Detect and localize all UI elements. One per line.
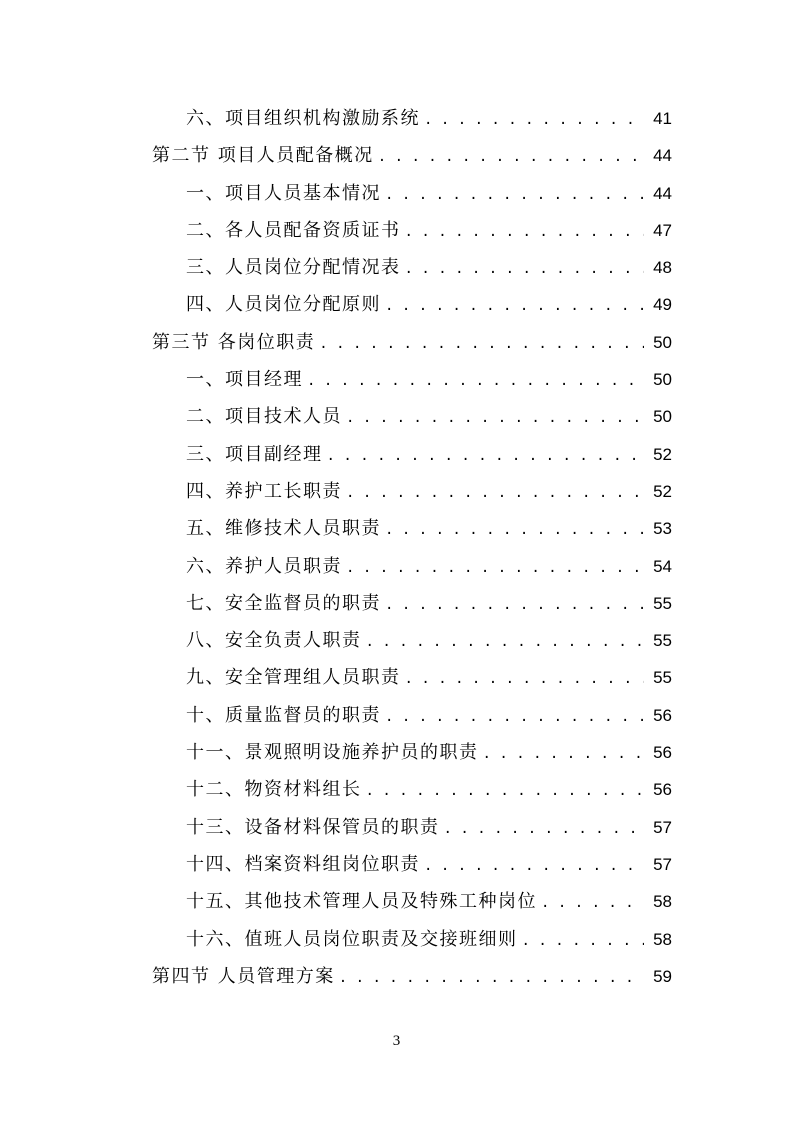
toc-dot-leader bbox=[346, 550, 644, 587]
toc-entry-title: 十四、档案资料组岗位职责 bbox=[186, 853, 420, 875]
toc-dot-leader bbox=[385, 177, 644, 214]
toc-entry-title: 十二、物资材料组长 bbox=[186, 779, 362, 801]
toc-dot-leader bbox=[522, 923, 645, 960]
toc-entry-title: 三、项目副经理 bbox=[186, 443, 323, 465]
toc-entry-page: 44 bbox=[653, 146, 672, 166]
toc-entry[interactable] bbox=[152, 436, 672, 473]
toc-entry[interactable] bbox=[152, 883, 672, 920]
toc-entry-page: 59 bbox=[653, 966, 672, 986]
toc-entry[interactable] bbox=[152, 809, 672, 846]
toc-entry-page: 54 bbox=[653, 556, 672, 576]
toc-entry-page: 50 bbox=[653, 407, 672, 427]
toc-entry-title: 一、项目人员基本情况 bbox=[186, 182, 381, 204]
toc-entry-title: 十三、设备材料保管员的职责 bbox=[186, 816, 440, 838]
toc-entry-page: 52 bbox=[653, 444, 672, 464]
toc-entry[interactable] bbox=[152, 324, 672, 361]
toc-entry-title: 十六、值班人员岗位职责及交接班细则 bbox=[186, 928, 518, 950]
toc-dot-leader bbox=[378, 139, 644, 176]
toc-dot-leader bbox=[327, 438, 645, 475]
toc-entry-title: 六、养护人员职责 bbox=[186, 555, 342, 577]
toc-entry-title: 十一、景观照明设施养护员的职责 bbox=[186, 742, 479, 764]
toc-dot-leader bbox=[424, 848, 644, 885]
toc-dot-leader bbox=[444, 811, 645, 848]
toc-dot-leader bbox=[385, 699, 644, 736]
toc-entry-page: 56 bbox=[653, 705, 672, 725]
toc-entry[interactable] bbox=[152, 659, 672, 696]
toc-dot-leader bbox=[346, 400, 644, 437]
table-of-contents bbox=[152, 100, 672, 995]
toc-entry-page: 49 bbox=[653, 295, 672, 315]
toc-dot-leader bbox=[405, 251, 645, 288]
toc-entry[interactable] bbox=[152, 548, 672, 585]
toc-dot-leader bbox=[483, 736, 645, 773]
toc-entry[interactable] bbox=[152, 398, 672, 435]
toc-entry-title: 四、养护工长职责 bbox=[186, 480, 342, 502]
toc-dot-leader bbox=[385, 288, 644, 325]
toc-entry[interactable] bbox=[152, 175, 672, 212]
toc-entry[interactable] bbox=[152, 212, 672, 249]
toc-entry-page: 57 bbox=[653, 854, 672, 874]
toc-entry-page: 56 bbox=[653, 743, 672, 763]
toc-entry-page: 47 bbox=[653, 220, 672, 240]
toc-entry-title: 第三节 各岗位职责 bbox=[152, 331, 316, 353]
toc-entry[interactable] bbox=[152, 846, 672, 883]
toc-entry-title: 第二节 项目人员配备概况 bbox=[152, 145, 374, 167]
toc-entry[interactable] bbox=[152, 100, 672, 137]
toc-entry-title: 六、项目组织机构激励系统 bbox=[186, 108, 420, 129]
toc-dot-leader bbox=[366, 624, 645, 661]
toc-entry[interactable] bbox=[152, 921, 672, 958]
toc-dot-leader bbox=[366, 773, 645, 810]
toc-entry-page: 58 bbox=[653, 892, 672, 912]
toc-entry-title: 九、安全管理组人员职责 bbox=[186, 667, 401, 689]
toc-dot-leader bbox=[339, 960, 644, 997]
toc-dot-leader bbox=[385, 587, 644, 624]
toc-entry-title: 三、人员岗位分配情况表 bbox=[186, 257, 401, 279]
page-number: 3 bbox=[392, 1033, 401, 1049]
toc-entry-page: 52 bbox=[653, 481, 672, 501]
toc-entry[interactable] bbox=[152, 734, 672, 771]
toc-entry[interactable] bbox=[152, 510, 672, 547]
toc-entry-page: 48 bbox=[653, 258, 672, 278]
toc-entry-title: 七、安全监督员的职责 bbox=[186, 592, 381, 614]
toc-entry-title: 二、项目技术人员 bbox=[186, 406, 342, 428]
toc-entry-page: 55 bbox=[653, 593, 672, 613]
toc-entry-page: 53 bbox=[653, 519, 672, 539]
toc-entry-title: 二、各人员配备资质证书 bbox=[186, 219, 401, 241]
toc-dot-leader bbox=[346, 475, 644, 512]
toc-entry[interactable] bbox=[152, 249, 672, 286]
toc-entry-page: 41 bbox=[653, 109, 672, 128]
toc-entry-title: 八、安全负责人职责 bbox=[186, 630, 362, 652]
toc-entry-title: 十五、其他技术管理人员及特殊工种岗位 bbox=[186, 891, 537, 913]
toc-entry[interactable] bbox=[152, 585, 672, 622]
toc-entry-page: 44 bbox=[653, 183, 672, 203]
toc-entry[interactable] bbox=[152, 473, 672, 510]
toc-entry-page: 57 bbox=[653, 817, 672, 837]
toc-entry-page: 55 bbox=[653, 631, 672, 651]
toc-entry[interactable] bbox=[152, 137, 672, 174]
toc-entry-page: 58 bbox=[653, 929, 672, 949]
toc-entry-title: 一、项目经理 bbox=[186, 369, 303, 391]
toc-dot-leader bbox=[405, 661, 645, 698]
toc-dot-leader bbox=[424, 102, 644, 139]
toc-entry-title: 五、维修技术人员职责 bbox=[186, 518, 381, 540]
toc-entry[interactable] bbox=[152, 697, 672, 734]
toc-dot-leader bbox=[307, 363, 644, 400]
toc-dot-leader bbox=[405, 214, 645, 251]
toc-dot-leader bbox=[319, 326, 644, 363]
toc-entry-page: 50 bbox=[653, 332, 672, 352]
toc-entry-page: 56 bbox=[653, 780, 672, 800]
toc-entry[interactable] bbox=[152, 361, 672, 398]
toc-entry[interactable] bbox=[152, 286, 672, 323]
toc-entry-page: 55 bbox=[653, 668, 672, 688]
toc-entry[interactable] bbox=[152, 622, 672, 659]
toc-entry-title: 第四节 人员管理方案 bbox=[152, 965, 335, 987]
toc-entry[interactable] bbox=[152, 958, 672, 995]
toc-entry-title: 十、质量监督员的职责 bbox=[186, 704, 381, 726]
toc-entry-page: 50 bbox=[653, 370, 672, 390]
toc-dot-leader bbox=[541, 885, 644, 922]
toc-entry[interactable] bbox=[152, 771, 672, 808]
toc-entry-title: 四、人员岗位分配原则 bbox=[186, 294, 381, 316]
toc-dot-leader bbox=[385, 512, 644, 549]
